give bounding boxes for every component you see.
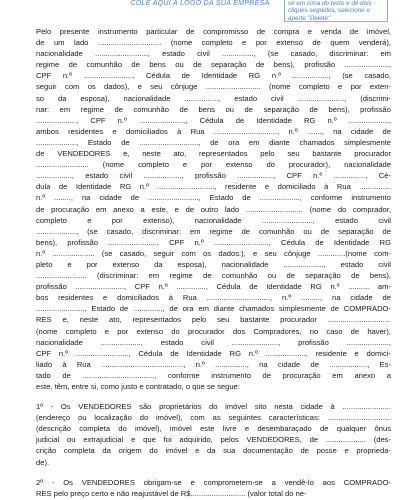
intro-line: nar: em regime de comunhão de bens ou de separação de bens), profissão bbox=[36, 104, 391, 114]
intro-line: de procuração em anexo a este, e de outro lado ........................... (nome do comprador, bbox=[36, 204, 391, 214]
intro-line: ......................... (nome completo e por extenso do procurador), nacionalidade bbox=[36, 160, 391, 170]
hint-line: aperte "Delete" bbox=[288, 14, 331, 22]
clause-2-line: 2º - Os VENDEDORES obrigam-se e comprometem-se a vendê-lo aos COMPRADO- bbox=[36, 477, 391, 487]
intro-line: ..................., Estado de ............................, de ora em diante chamados simplesmente bbox=[36, 137, 391, 147]
intro-line: bens), profissão ......................., CPF n.º .........................., Cédula de Identidade RG bbox=[36, 237, 391, 247]
intro-line: de VENDEDORES e, neste ato, representados pelo seu bastante procurador bbox=[36, 149, 391, 159]
intro-line: CPF n.º ......................., Cédula de Identidade RG n.º ................., (se casado, bbox=[36, 71, 391, 81]
clause-1-line: crição completa da origem do imóvel e da sua documentação de posse e proprieda- bbox=[36, 446, 391, 456]
intro-line: RES e, neste ato, representados pelo seu bastante procurador .............................. bbox=[36, 315, 391, 325]
intro-line: profissão ......................., CPF n.º .............., Cédula de Identidade RG n.º .......... am- bbox=[36, 282, 391, 292]
intro-line: CPF n.º ........................., Cédula de Identidade RG n.º ..................., residente e domici- bbox=[36, 348, 391, 358]
intro-line: n.º .................... (se casado, seguir com os dados:), e seu cônjuge .............(nome com- bbox=[36, 248, 391, 258]
intro-line: regime de comunhão de bens ou de separação de bens), profissão ....................., bbox=[36, 60, 391, 70]
intro-line: (nome completo e por extenso do procurador dos Compradores, no caso de haver), bbox=[36, 326, 391, 336]
clause-1-line: judicial ou extrajudicial e que foi adquirido, pelos VENDEDORES, de ................... (des- bbox=[36, 435, 391, 445]
intro-line: n.º ........, na cidade de ........................, Estado de ..................., conforme instrumento bbox=[36, 193, 391, 203]
clause-1-line: (endereço ou localização do imóvel), com as seguintes características: .............................. bbox=[36, 413, 391, 423]
clause-1-line: (descrição completa do imóvel), imóvel este livre e desembaraçado de qualquer ônus bbox=[36, 424, 391, 434]
intro-line: ambos residentes e domiciliados à Rua .............................., n.º ......., na cidade de bbox=[36, 126, 391, 136]
intro-line: Pelo presente instrumento particular de compromisso de compra e venda de imóvel, bbox=[36, 27, 391, 36]
intro-line: liado à Rua ......................................., n.º ..............., na cidade de .................., Es- bbox=[36, 359, 391, 369]
intro-line: nacionalidade ........................., estado civil ..............., (se casado, discriminar: em bbox=[36, 49, 391, 59]
intro-line: pleto e por extenso da esposa), nacionalidade ..................., estado civil bbox=[36, 259, 391, 269]
logo-placeholder-banner: COLE AQUI A LOGO DA SUA EMPRESA bbox=[130, 0, 270, 7]
intro-line: bos residentes e domiciliados à Rua .............................., n.º ........., na cidade de bbox=[36, 293, 391, 303]
intro-line: de um lado .............................. (nome completo e por extenso de quem venderá), bbox=[36, 38, 391, 48]
paragraph-gap bbox=[36, 468, 391, 477]
hint-line: se em cima do texto e dê dois bbox=[288, 0, 372, 7]
intro-line: este, têm, entre si, como justo e contratado, o que se segue: bbox=[36, 382, 240, 391]
intro-line: ........................ (discriminar: em regime de comunhão ou de separação de bens), bbox=[36, 271, 391, 281]
intro-line: ................., estado civil .................., profissão ................., CPF n.º ..............., Cé- bbox=[36, 171, 391, 181]
intro-line: ..................., (se casado, discriminar: em regime de comunhão ou de separação de bbox=[36, 226, 391, 236]
hint-line: cliques seguidos, selecione e bbox=[288, 7, 370, 15]
clause-2-line: RES pelo preço certo e não reajustável de R$.......................... (valor total do ne- bbox=[36, 488, 307, 498]
intro-line: tado de .................................., conforme instrumento de procuração em anexo a bbox=[36, 370, 391, 380]
intro-line: dula de Identidade RG n.º ..........................., residente e domiciliado à Rua ............... bbox=[36, 182, 391, 192]
intro-line: so da esposa), nacionalidade ................, estado civil ......................, (discrimi- bbox=[36, 93, 391, 103]
clause-1-line: de). bbox=[36, 457, 50, 467]
intro-line: completo e por extenso), nacionalidade ........................, estado civil bbox=[36, 215, 391, 225]
intro-line: ......................., Estado de .............., de ora em diante chamados simplesmente de COMPRADO- bbox=[36, 304, 391, 314]
intro-line: seguir com os dados), e seu cônjuge .......................... (nome completo e por exten- bbox=[36, 82, 391, 92]
clause-1-line: 1º - Os VENDEDORES são proprietários do imóvel sito nesta cidade à ....................... bbox=[36, 402, 391, 412]
instruction-hint-box bbox=[284, 0, 388, 22]
paragraph-gap bbox=[36, 392, 391, 401]
contract-body bbox=[36, 26, 391, 499]
intro-line: nacionalidade ..................., estado civil ......................, profissão ...................., bbox=[36, 337, 391, 347]
intro-line: ..................., CPF n.º ......................, Cédula de Identidade RG n.º ..................., bbox=[36, 115, 391, 125]
